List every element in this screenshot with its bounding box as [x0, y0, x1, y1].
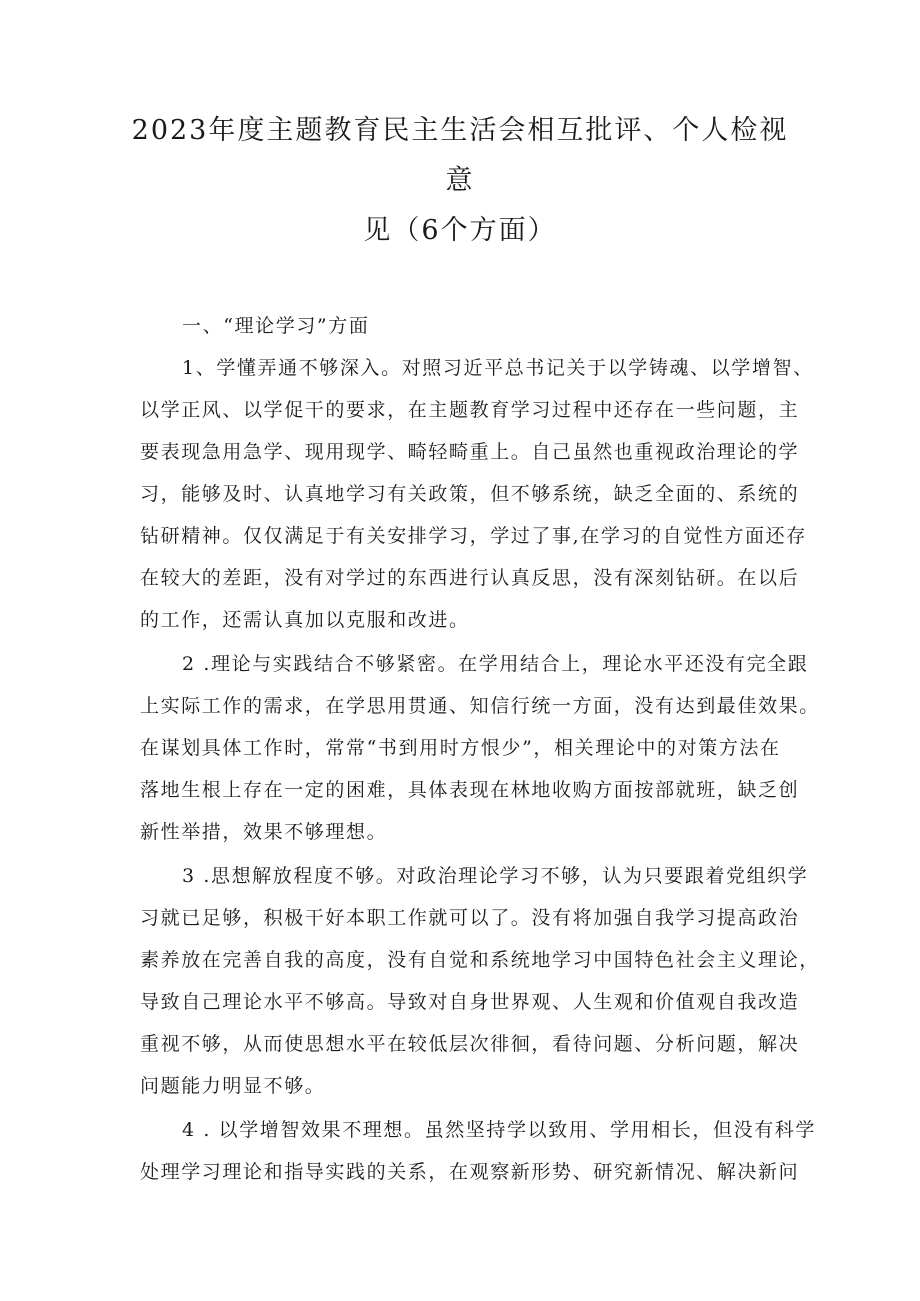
paragraph-1-line-6: 在较大的差距，没有对学过的东西进行认真反思，没有深刻钻研。在以后 [140, 567, 800, 589]
document-title-line-2: 意 [445, 165, 475, 196]
paragraph-1-line-7: 的工作，还需认真加以克服和改进。 [140, 609, 470, 631]
paragraph-3-line-4: 导致自己理论水平不够高。导致对自身世界观、人生观和价值观自我改造 [140, 991, 800, 1013]
document-title-line-1: 2023年度主题教育民主生活会相互批评、个人检视 [131, 115, 789, 146]
paragraph-2-line-1: 2 .理论与实践结合不够紧密。在学用结合上，理论水平还没有完全跟 [182, 653, 809, 675]
paragraph-1-line-3: 要表现急用急学、现用现学、畸轻畸重上。自己虽然也重视政治理论的学 [140, 441, 800, 463]
paragraph-2-line-4: 落地生根上存在一定的困难，具体表现在林地收购方面按部就班，缺乏创 [140, 779, 800, 801]
paragraph-2-line-3: 在谋划具体工作时，常常“书到用时方恨少”，相关理论中的对策方法在 [140, 737, 781, 759]
paragraph-3-line-6: 问题能力明显不够。 [140, 1075, 326, 1097]
document-title-line-3: 见（6个方面） [363, 215, 557, 246]
paragraph-4-line-1: 4 . 以学增智效果不理想。虽然坚持学以致用、学用相长，但没有科学 [182, 1119, 817, 1141]
section-heading: 一、“理论学习”方面 [182, 315, 370, 337]
paragraph-3-line-2: 习就已足够，积极干好本职工作就可以了。没有将加强自我学习提高政治 [140, 907, 800, 929]
paragraph-1-line-5: 钻研精神。仅仅满足于有关安排学习，学过了事,在学习的自觉性方面还存 [140, 525, 807, 547]
paragraph-2-line-5: 新性举措，效果不够理想。 [140, 821, 388, 843]
paragraph-2-line-2: 上实际工作的需求，在学思用贯通、知信行统一方面，没有达到最佳效果。 [140, 695, 820, 717]
paragraph-4-line-2: 处理学习理论和指导实践的关系，在观察新形势、研究新情况、解决新问 [140, 1161, 800, 1183]
paragraph-3-line-5: 重视不够，从而使思想水平在较低层次徘徊，看待问题、分析问题，解决 [140, 1033, 800, 1055]
paragraph-3-line-3: 素养放在完善自我的高度，没有自觉和系统地学习中国特色社会主义理论， [140, 949, 820, 971]
paragraph-1-line-2: 以学正风、以学促干的要求，在主题教育学习过程中还存在一些问题，主 [140, 399, 800, 421]
paragraph-1-line-1: 1、学懂弄通不够深入。对照习近平总书记关于以学铸魂、以学增智、 [182, 357, 814, 379]
paragraph-1-line-4: 习，能够及时、认真地学习有关政策，但不够系统，缺乏全面的、系统的 [140, 483, 800, 505]
paragraph-3-line-1: 3 .思想解放程度不够。对政治理论学习不够，认为只要跟着党组织学 [182, 865, 809, 887]
